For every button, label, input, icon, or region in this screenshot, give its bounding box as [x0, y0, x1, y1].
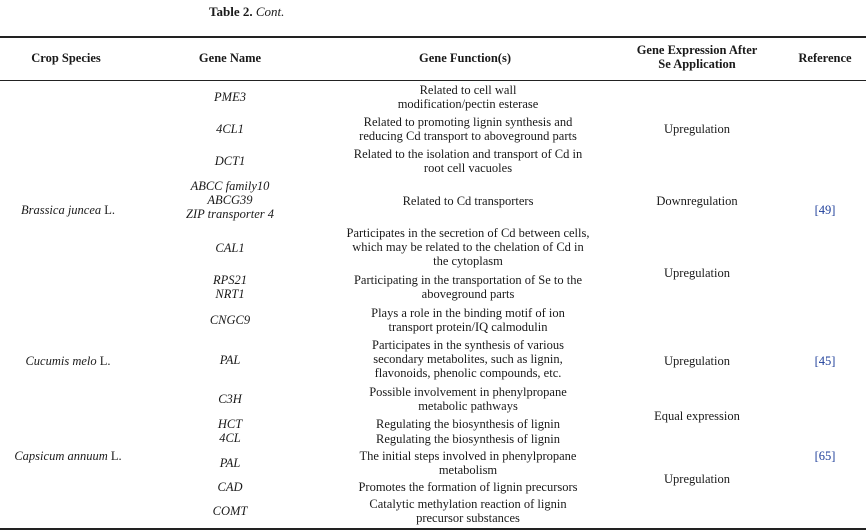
function-palc-line1: The initial steps involved in phenylpropane: [359, 449, 577, 463]
function-4cl: Regulating the biosynthesis of lignin: [375, 432, 560, 446]
header-gene-expression: [610, 43, 784, 71]
gene-comt: COMT: [212, 504, 248, 518]
species-capsicum-suffix: L.: [107, 449, 122, 463]
gene-cad: CAD: [217, 480, 243, 494]
header-gene-name: Gene Name: [198, 51, 262, 65]
function-se-line1: Participating in the transportation of Se to the: [353, 273, 583, 287]
header-expression-line2: Se Application: [658, 57, 736, 71]
function-4cl1-line2: reducing Cd transport to aboveground parts: [359, 129, 577, 143]
gene-hct: HCT: [217, 417, 243, 431]
gene-nrt1: NRT1: [215, 287, 245, 301]
function-cal1-line2: which may be related to the chelation of Cd in: [352, 240, 584, 254]
gene-pme3: PME3: [214, 90, 246, 104]
reference-65[interactable]: [65]: [814, 449, 836, 463]
function-dct1: [318, 147, 618, 175]
function-comt-line2: precursor substances: [416, 511, 520, 525]
reference-45[interactable]: [45]: [814, 354, 836, 368]
species-cucumis-suffix: L.: [96, 354, 111, 368]
function-pme3: [318, 83, 618, 111]
function-cal1-line1: Participates in the secretion of Cd between cells,: [346, 226, 590, 240]
expression-brassica-up2: Upregulation: [664, 266, 730, 280]
function-cngc9: [318, 306, 618, 334]
header-crop-species: Crop Species: [31, 51, 101, 65]
gene-cal1: CAL1: [215, 241, 245, 255]
function-4cl1: [318, 115, 618, 143]
species-brassica-suffix: L.: [101, 203, 116, 217]
expression-cucumis-up: Upregulation: [664, 354, 730, 368]
function-c3h-line2: metabolic pathways: [418, 399, 518, 413]
species-brassica: [6, 203, 130, 217]
function-4cl1-line1: Related to promoting lignin synthesis and: [363, 115, 573, 129]
caption-label: Table 2.: [209, 4, 253, 19]
function-dct1-line1: Related to the isolation and transport of Cd in: [353, 147, 583, 161]
gene-cngc9: CNGC9: [209, 313, 251, 327]
bottom-rule: [0, 528, 866, 530]
function-pme3-line1: Related to cell wall: [419, 83, 517, 97]
table-caption: [209, 4, 284, 20]
header-rule: [0, 80, 866, 81]
function-cal1: [318, 226, 618, 268]
function-hct: Regulating the biosynthesis of lignin: [375, 417, 560, 431]
gene-abcg39: ABCG39: [207, 193, 253, 207]
function-pme3-line2: modification/pectin esterase: [397, 97, 539, 111]
function-c3h-line1: Possible involvement in phenylpropane: [369, 385, 567, 399]
gene-pal-melo: PAL: [219, 353, 241, 367]
gene-c3h: C3H: [218, 392, 242, 406]
gene-pal-capsicum: PAL: [219, 456, 241, 470]
caption-cont: Cont.: [255, 4, 285, 19]
function-se-line2: aboveground parts: [421, 287, 515, 301]
function-se-transport: [318, 273, 618, 301]
function-comt-line1: Catalytic methylation reaction of lignin: [369, 497, 567, 511]
function-palc-line2: metabolism: [438, 463, 498, 477]
function-pal-line2: secondary metabolites, such as lignin,: [373, 352, 563, 366]
species-cucumis-name: Cucumis melo: [25, 354, 97, 368]
gene-zip-transporter-4: ZIP transporter 4: [186, 207, 274, 221]
expression-brassica-down: Downregulation: [656, 194, 738, 208]
function-pal-line3: flavonoids, phenolic compounds, etc.: [374, 366, 562, 380]
expression-capsicum-equal: Equal expression: [654, 409, 740, 423]
species-capsicum-name: Capsicum annuum: [14, 449, 108, 463]
function-c3h: [318, 385, 618, 413]
gene-dct1: DCT1: [214, 154, 246, 168]
gene-4cl1: 4CL1: [216, 122, 244, 136]
header-expression-line1: Gene Expression After: [636, 43, 758, 57]
top-rule: [0, 36, 866, 38]
expression-brassica-up: Upregulation: [664, 122, 730, 136]
function-comt: [318, 497, 618, 525]
species-capsicum: [6, 449, 130, 463]
function-cad: Promotes the formation of lignin precursors: [358, 480, 578, 494]
header-reference: Reference: [798, 51, 852, 65]
function-cngc9-line1: Plays a role in the binding motif of ion: [371, 306, 565, 320]
function-cd-transporters: Related to Cd transporters: [402, 194, 534, 208]
species-cucumis: [6, 354, 130, 368]
function-dct1-line2: root cell vacuoles: [423, 161, 513, 175]
function-pal-capsicum: [318, 449, 618, 477]
gene-abcc-family10: ABCC family10: [190, 179, 270, 193]
reference-49[interactable]: [49]: [814, 203, 836, 217]
function-pal-melo: [318, 338, 618, 380]
expression-capsicum-up: Upregulation: [664, 472, 730, 486]
header-gene-function: Gene Function(s): [418, 51, 511, 65]
function-cal1-line3: the cytoplasm: [433, 254, 503, 268]
gene-4cl: 4CL: [219, 431, 241, 445]
gene-rps21: RPS21: [212, 273, 248, 287]
species-brassica-name: Brassica juncea: [20, 203, 102, 217]
function-cngc9-line2: transport protein/IQ calmodulin: [388, 320, 548, 334]
function-pal-line1: Participates in the synthesis of various: [372, 338, 564, 352]
